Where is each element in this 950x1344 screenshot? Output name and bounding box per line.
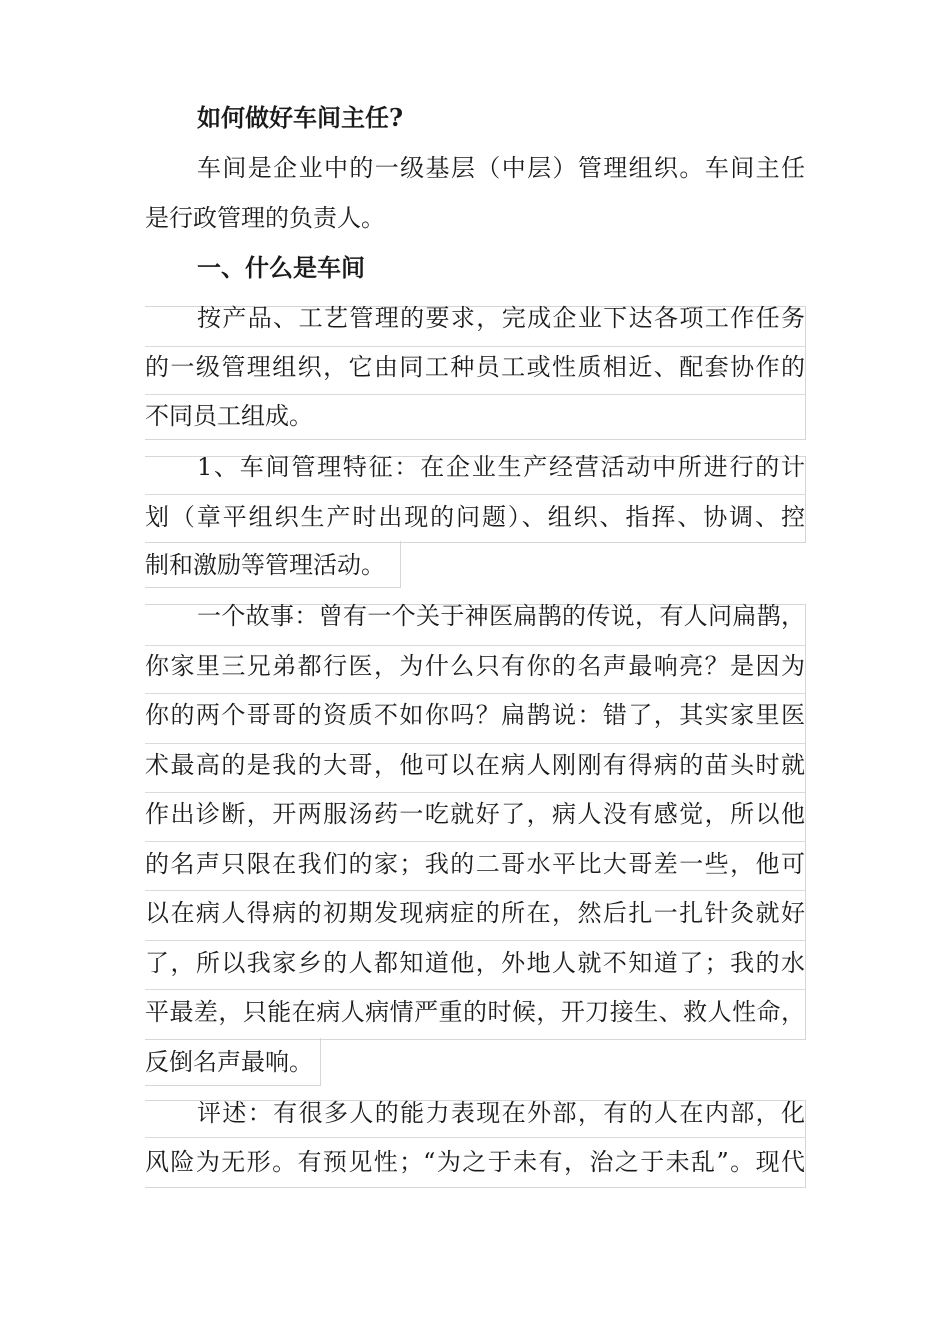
features-line: 划（章平组织生产时出现的问题）、组织、指挥、协调、控 (145, 503, 805, 531)
story-line: 术最高的是我的大哥，他可以在病人刚刚有得病的苗头时就 (145, 751, 805, 779)
comment-line: 评述：有很多人的能力表现在外部，有的人在内部，化 (197, 1099, 805, 1127)
definition-line: 不同员工组成。 (145, 402, 313, 430)
document-title: 如何做好车间主任? (197, 103, 404, 132)
story-line: 了，所以我家乡的人都知道他，外地人就不知道了；我的水 (145, 949, 805, 977)
comment-row-divider (145, 1137, 805, 1138)
story-row-divider (145, 989, 805, 990)
definition-row-divider (145, 394, 805, 395)
story-line: 的名声只限在我们的家；我的二哥水平比大哥差一些，他可 (145, 850, 805, 878)
features-line: 1、车间管理特征：在企业生产经营活动中所进行的计 (197, 453, 805, 481)
story-line: 作出诊断，开两服汤药一吃就好了，病人没有感觉，所以他 (145, 800, 805, 828)
story-line: 平最差，只能在病人病情严重的时候，开刀接生、救人性命， (145, 998, 805, 1026)
story-row-divider (145, 841, 805, 842)
story-row-divider (145, 940, 805, 941)
definition-row-divider (145, 346, 805, 347)
story-row-divider (145, 645, 805, 646)
story-line: 以在病人得病的初期发现病症的所在，然后扎一扎针灸就好 (145, 899, 805, 927)
story-line: 你家里三兄弟都行医，为什么只有你的名声最响亮？是因为 (145, 652, 805, 680)
section-heading: 一、什么是车间 (197, 253, 365, 282)
story-row-divider (145, 743, 805, 744)
story-row-divider (145, 792, 805, 793)
story-line: 反倒名声最响。 (145, 1048, 313, 1076)
comment-line: 风险为无形。有预见性；“为之于未有，治之于未乱”。现代 (145, 1148, 805, 1176)
features-row-divider (145, 494, 805, 495)
definition-line: 的一级管理组织，它由同工种员工或性质相近、配套协作的 (145, 353, 805, 381)
definition-line: 按产品、工艺管理的要求，完成企业下达各项工作任务 (197, 304, 805, 332)
story-row-divider (145, 890, 805, 891)
intro-line: 车间是企业中的一级基层（中层）管理组织。车间主任 (197, 154, 805, 182)
story-row-divider (145, 693, 805, 694)
story-line: 你的两个哥哥的资质不如你吗？扁鹊说：错了，其实家里医 (145, 701, 805, 729)
story-line: 一个故事：曾有一个关于神医扁鹊的传说，有人问扁鹊， (197, 602, 805, 630)
intro-line: 是行政管理的负责人。 (145, 204, 385, 232)
features-line: 制和激励等管理活动。 (145, 551, 385, 579)
